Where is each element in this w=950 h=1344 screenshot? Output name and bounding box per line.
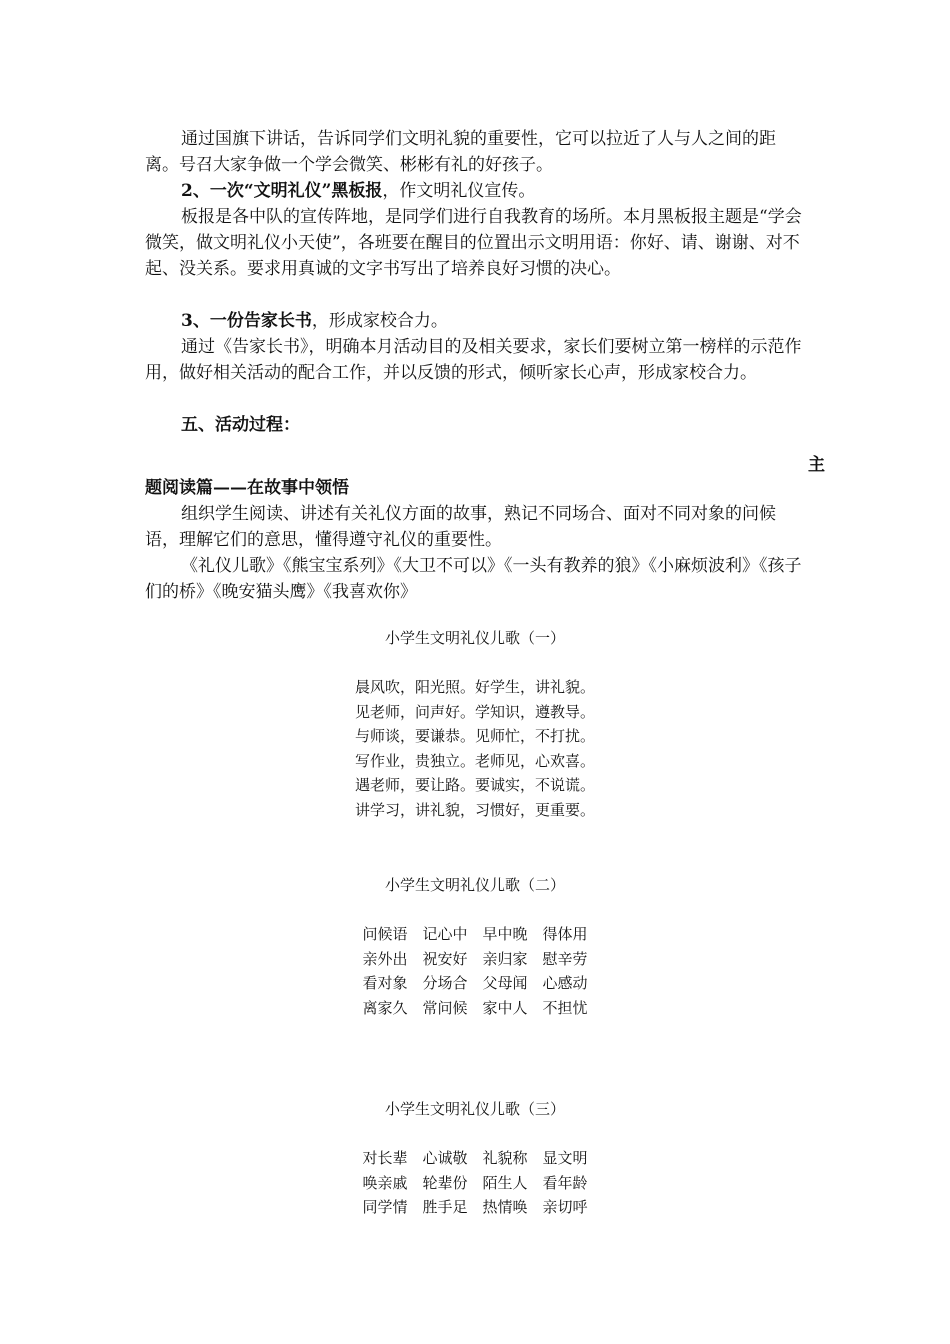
book-list: 《礼仪儿歌》《熊宝宝系列》《大卫不可以》《一头有教养的狼》《小麻烦波利》《孩子们的桥》《晚安猫头鹰》《我喜欢你》	[145, 556, 802, 602]
poem-3-title: 小学生文明礼仪儿歌（三）	[384, 1100, 565, 1118]
blackboard-paragraph: 板报是各中队的宣传阵地，是同学们进行自我教育的场所。本月黑板报主题是“学会微笑，做文明礼仪小天使”，各班要在醒目的位置出示文明用语：你好、请、谢谢、对不起、没关系。要求用真诚的文字书写出了培养良好习惯的决心。	[145, 207, 802, 279]
poem-line: 写作业，贵独立。老师见，心欢喜。	[354, 751, 595, 770]
intro-paragraph-1: 通过国旗下讲话，告诉同学们文明礼貌的重要性，它可以拉近了人与人之间的距离。号召大家争做一个学会微笑、彬彬有礼的好孩子。	[145, 129, 776, 175]
poem-line: 与师谈，要谦恭。见师忙，不打扰。	[354, 727, 595, 745]
item-3-heading: 3、一份告家长书，形成家校合力。	[181, 311, 448, 331]
parent-letter-paragraph: 通过《告家长书》，明确本月活动目的及相关要求，家长们要树立第一榜样的示范作用，做好相关活动的配合工作，并以反馈的形式，倾听家长心声，形成家校合力。	[145, 337, 802, 383]
poem-line: 问候语 记心中 早中晚 得体用	[362, 925, 588, 943]
poem-3-lines	[0, 1146, 950, 1220]
item-2-heading: 2、一次“文明礼仪”黑板报，作文明礼仪宣传。	[181, 181, 536, 201]
poem-2-lines	[0, 922, 950, 1020]
poem-line: 见老师，问声好。学知识，遵教导。	[354, 702, 595, 721]
section-5-heading: 五、活动过程：	[181, 415, 300, 435]
poem-line: 唤亲戚 轮辈份 陌生人 看年龄	[362, 1173, 588, 1192]
theme-heading-first-char: 主	[808, 455, 825, 475]
poem-line: 看对象 分场合 父母闻 心感动	[362, 974, 588, 992]
poem-line: 晨风吹，阳光照。好学生，讲礼貌。	[354, 678, 595, 696]
poem-line: 遇老师，要让路。要诚实，不说谎。	[354, 776, 595, 794]
poem-2-title: 小学生文明礼仪儿歌（二）	[384, 876, 565, 894]
theme-paragraph: 组织学生阅读、讲述有关礼仪方面的故事，熟记不同场合、面对不同对象的问候语，理解它们的意思，懂得遵守礼仪的重要性。	[145, 504, 776, 550]
poem-line: 对长辈 心诚敬 礼貌称 显文明	[362, 1149, 588, 1167]
poem-1-lines	[0, 675, 950, 822]
theme-heading: 题阅读篇——在故事中领悟	[145, 478, 349, 498]
poem-line: 离家久 常问候 家中人 不担忧	[362, 998, 588, 1017]
poem-line: 讲学习，讲礼貌，习惯好，更重要。	[354, 800, 595, 819]
poem-line: 亲外出 祝安好 亲归家 慰辛劳	[362, 949, 588, 968]
poem-1-title: 小学生文明礼仪儿歌（一）	[384, 629, 565, 647]
poem-line: 同学情 胜手足 热情唤 亲切呼	[362, 1198, 588, 1216]
